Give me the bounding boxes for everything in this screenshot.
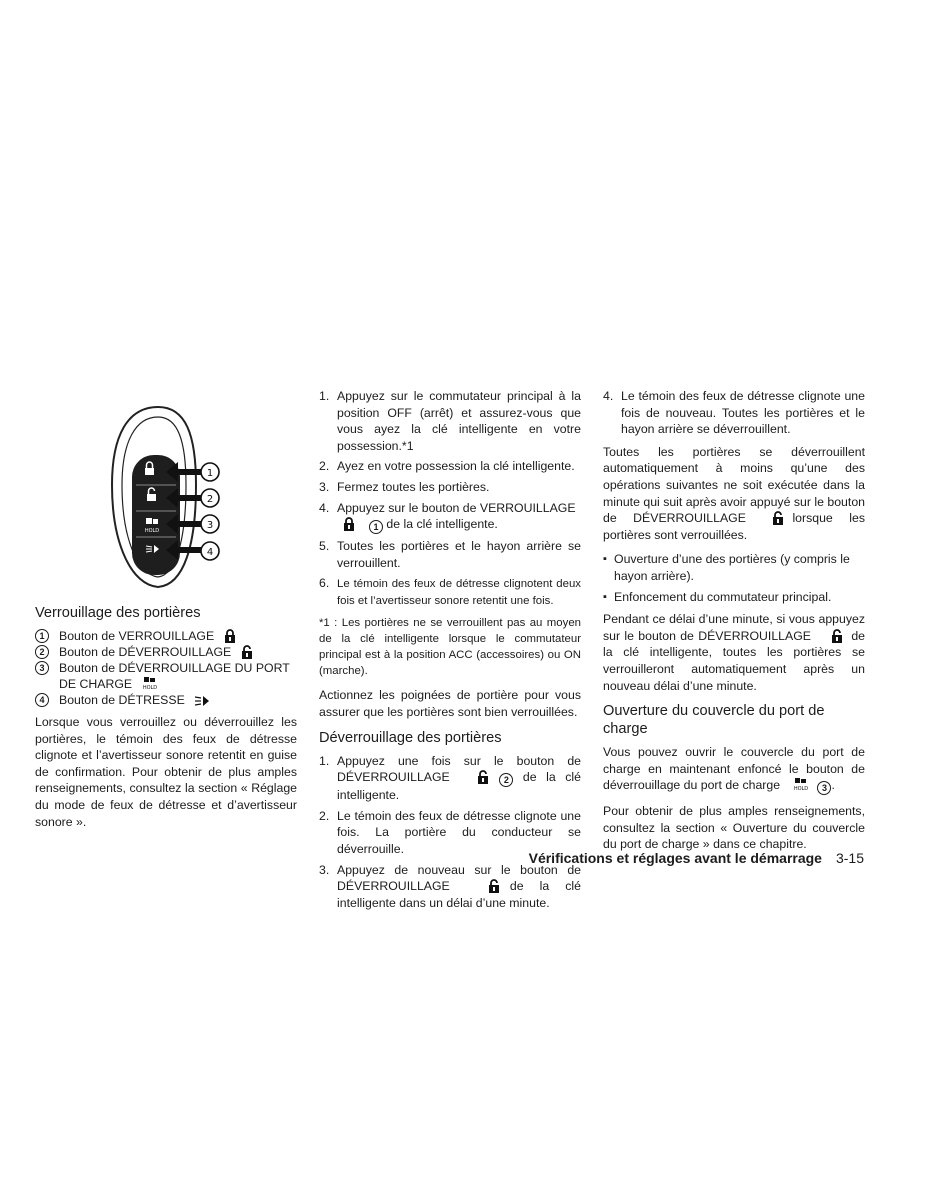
button-legend [35, 628, 297, 708]
section-heading-unlocking: Déverrouillage des portières [319, 729, 502, 746]
locking-steps [319, 388, 581, 609]
hazard-icon [194, 695, 210, 707]
legend-item: 4 Bouton de DÉTRESSE [35, 692, 297, 708]
number-circle: 1 [369, 520, 383, 534]
charge-port-hold-icon [142, 676, 158, 691]
door-handle-paragraph: Actionnez les poignées de portière pour vous assurer que les portières sont bien verrouillées. [319, 688, 581, 719]
number-circle: 1 [35, 629, 49, 643]
column-2 [319, 388, 581, 917]
confirmation-paragraph: Lorsque vous verrouillez ou déverrouillez les portières, le témoin des feux de détresse clignote et l’avertisseur sonore retentit en guise de confirmation. Pour obtenir de plus amples renseignements, consultez la section « Réglage du mode de feux de détresse et d’avertisseur sonore ». [35, 715, 297, 829]
section-heading-charge-port: Ouverture du couvercle du port de charge [603, 703, 825, 738]
unlock-icon [477, 770, 489, 784]
footer-title: Vérifications et réglages avant le démarrage [528, 850, 822, 866]
page-number: 3-15 [835, 850, 864, 866]
unlock-icon [772, 511, 784, 525]
list-item: 5. Toutes les portières et le hayon arrière se verrouillent. [319, 539, 581, 570]
list-item: ▪ Ouverture d’une des portières (y compris le hayon arrière). [603, 552, 850, 583]
number-circle: 4 [35, 693, 49, 707]
number-circle: 2 [499, 773, 513, 787]
list-item: 1. Appuyez sur le commutateur principal à la position OFF (arrêt) et assurez-vous que vous ayez la clé intelligente en votre possession.*1 [319, 389, 581, 453]
column-1 [35, 600, 297, 838]
list-item: 3. Appuyez de nouveau sur le bouton de DÉVERROUILLAGE de la clé intelligente dans un délai d’une minute. [319, 862, 581, 910]
legend-item: 3 Bouton de DÉVERROUILLAGE DU PORT DE CHARGE HOLD [35, 660, 297, 692]
lock-icon [224, 629, 236, 643]
exception-bullets [603, 551, 865, 605]
svg-text:HOLD: HOLD [144, 528, 160, 534]
more-info-paragraph: Pour obtenir de plus amples renseignements, consultez la section « Ouverture du couvercle du port de charge » dans ce chapitre. [603, 804, 865, 852]
one-minute-paragraph: Pendant ce délai d’une minute, si vous appuyez sur le bouton de DÉVERROUILLAGE de la clé intelligente, toutes les portières se verrouilleront automatiquement après un nouveau délai d’une minute. [603, 612, 865, 693]
unlocking-steps-continued [603, 388, 865, 438]
page-footer [529, 850, 864, 866]
legend-item: 2 Bouton de DÉVERROUILLAGE [35, 644, 297, 660]
callout-4: 4 [206, 547, 214, 558]
unlock-icon [831, 629, 843, 643]
smart-key-illustration [110, 405, 240, 590]
unlocking-steps [319, 753, 581, 912]
list-item: 6. Le témoin des feux de détresse clignotent deux fois et l’avertisseur sonore retentit une fois. [319, 576, 581, 608]
section-heading-locking: Verrouillage des portières [35, 605, 201, 621]
charge-port-hold-icon [793, 777, 809, 792]
unlock-icon [488, 879, 500, 893]
footnote: *1 : Les portières ne se verrouillent pas au moyen de la clé intelligente lorsque le commutateur principal est à la position ACC (accessoires) ou ON (marche). [319, 617, 581, 678]
list-item: 2. Ayez en votre possession la clé intelligente. [319, 459, 575, 474]
number-circle: 3 [817, 781, 831, 795]
list-item: 4. Appuyez sur le bouton de VERROUILLAGE 1 de la clé intelligente. [319, 500, 576, 533]
number-circle: 2 [35, 645, 49, 659]
charge-port-paragraph: Vous pouvez ouvrir le couvercle du port de charge en maintenant enfoncé le bouton de déverrouillage du port de charge HOLD 3 . [603, 745, 865, 794]
number-circle: 3 [35, 661, 49, 675]
legend-item: 1 Bouton de VERROUILLAGE [35, 628, 297, 644]
svg-text:HOLD: HOLD [794, 786, 809, 793]
list-item: 3. Fermez toutes les portières. [319, 479, 490, 494]
svg-text:HOLD: HOLD [142, 685, 157, 691]
lock-icon [343, 517, 355, 531]
list-item: 2. Le témoin des feux de détresse clignote une fois. La portière du conducteur se déverrouille. [319, 808, 581, 856]
callout-2: 2 [206, 494, 214, 505]
callout-1: 1 [206, 468, 214, 479]
list-item: 4. Le témoin des feux de détresse clignote une fois de nouveau. Toutes les portières et le hayon arrière se déverrouillent. [603, 389, 865, 437]
list-item: ▪ Enfoncement du commutateur principal. [603, 589, 832, 604]
auto-relock-paragraph: Toutes les portières se déverrouillent automatiquement à moins qu’une des opérations suivantes ne soit exécutée dans la minute qui suit après avoir appuyé sur le bouton de DÉVERROUILLAGE lorsque les portières sont verrouillées. [603, 444, 865, 542]
unlock-icon [241, 645, 253, 659]
list-item: 1. Appuyez une fois sur le bouton de DÉVERROUILLAGE 2 de la clé intelligente. [319, 753, 581, 803]
column-3 [603, 388, 865, 861]
callout-3: 3 [206, 520, 214, 531]
